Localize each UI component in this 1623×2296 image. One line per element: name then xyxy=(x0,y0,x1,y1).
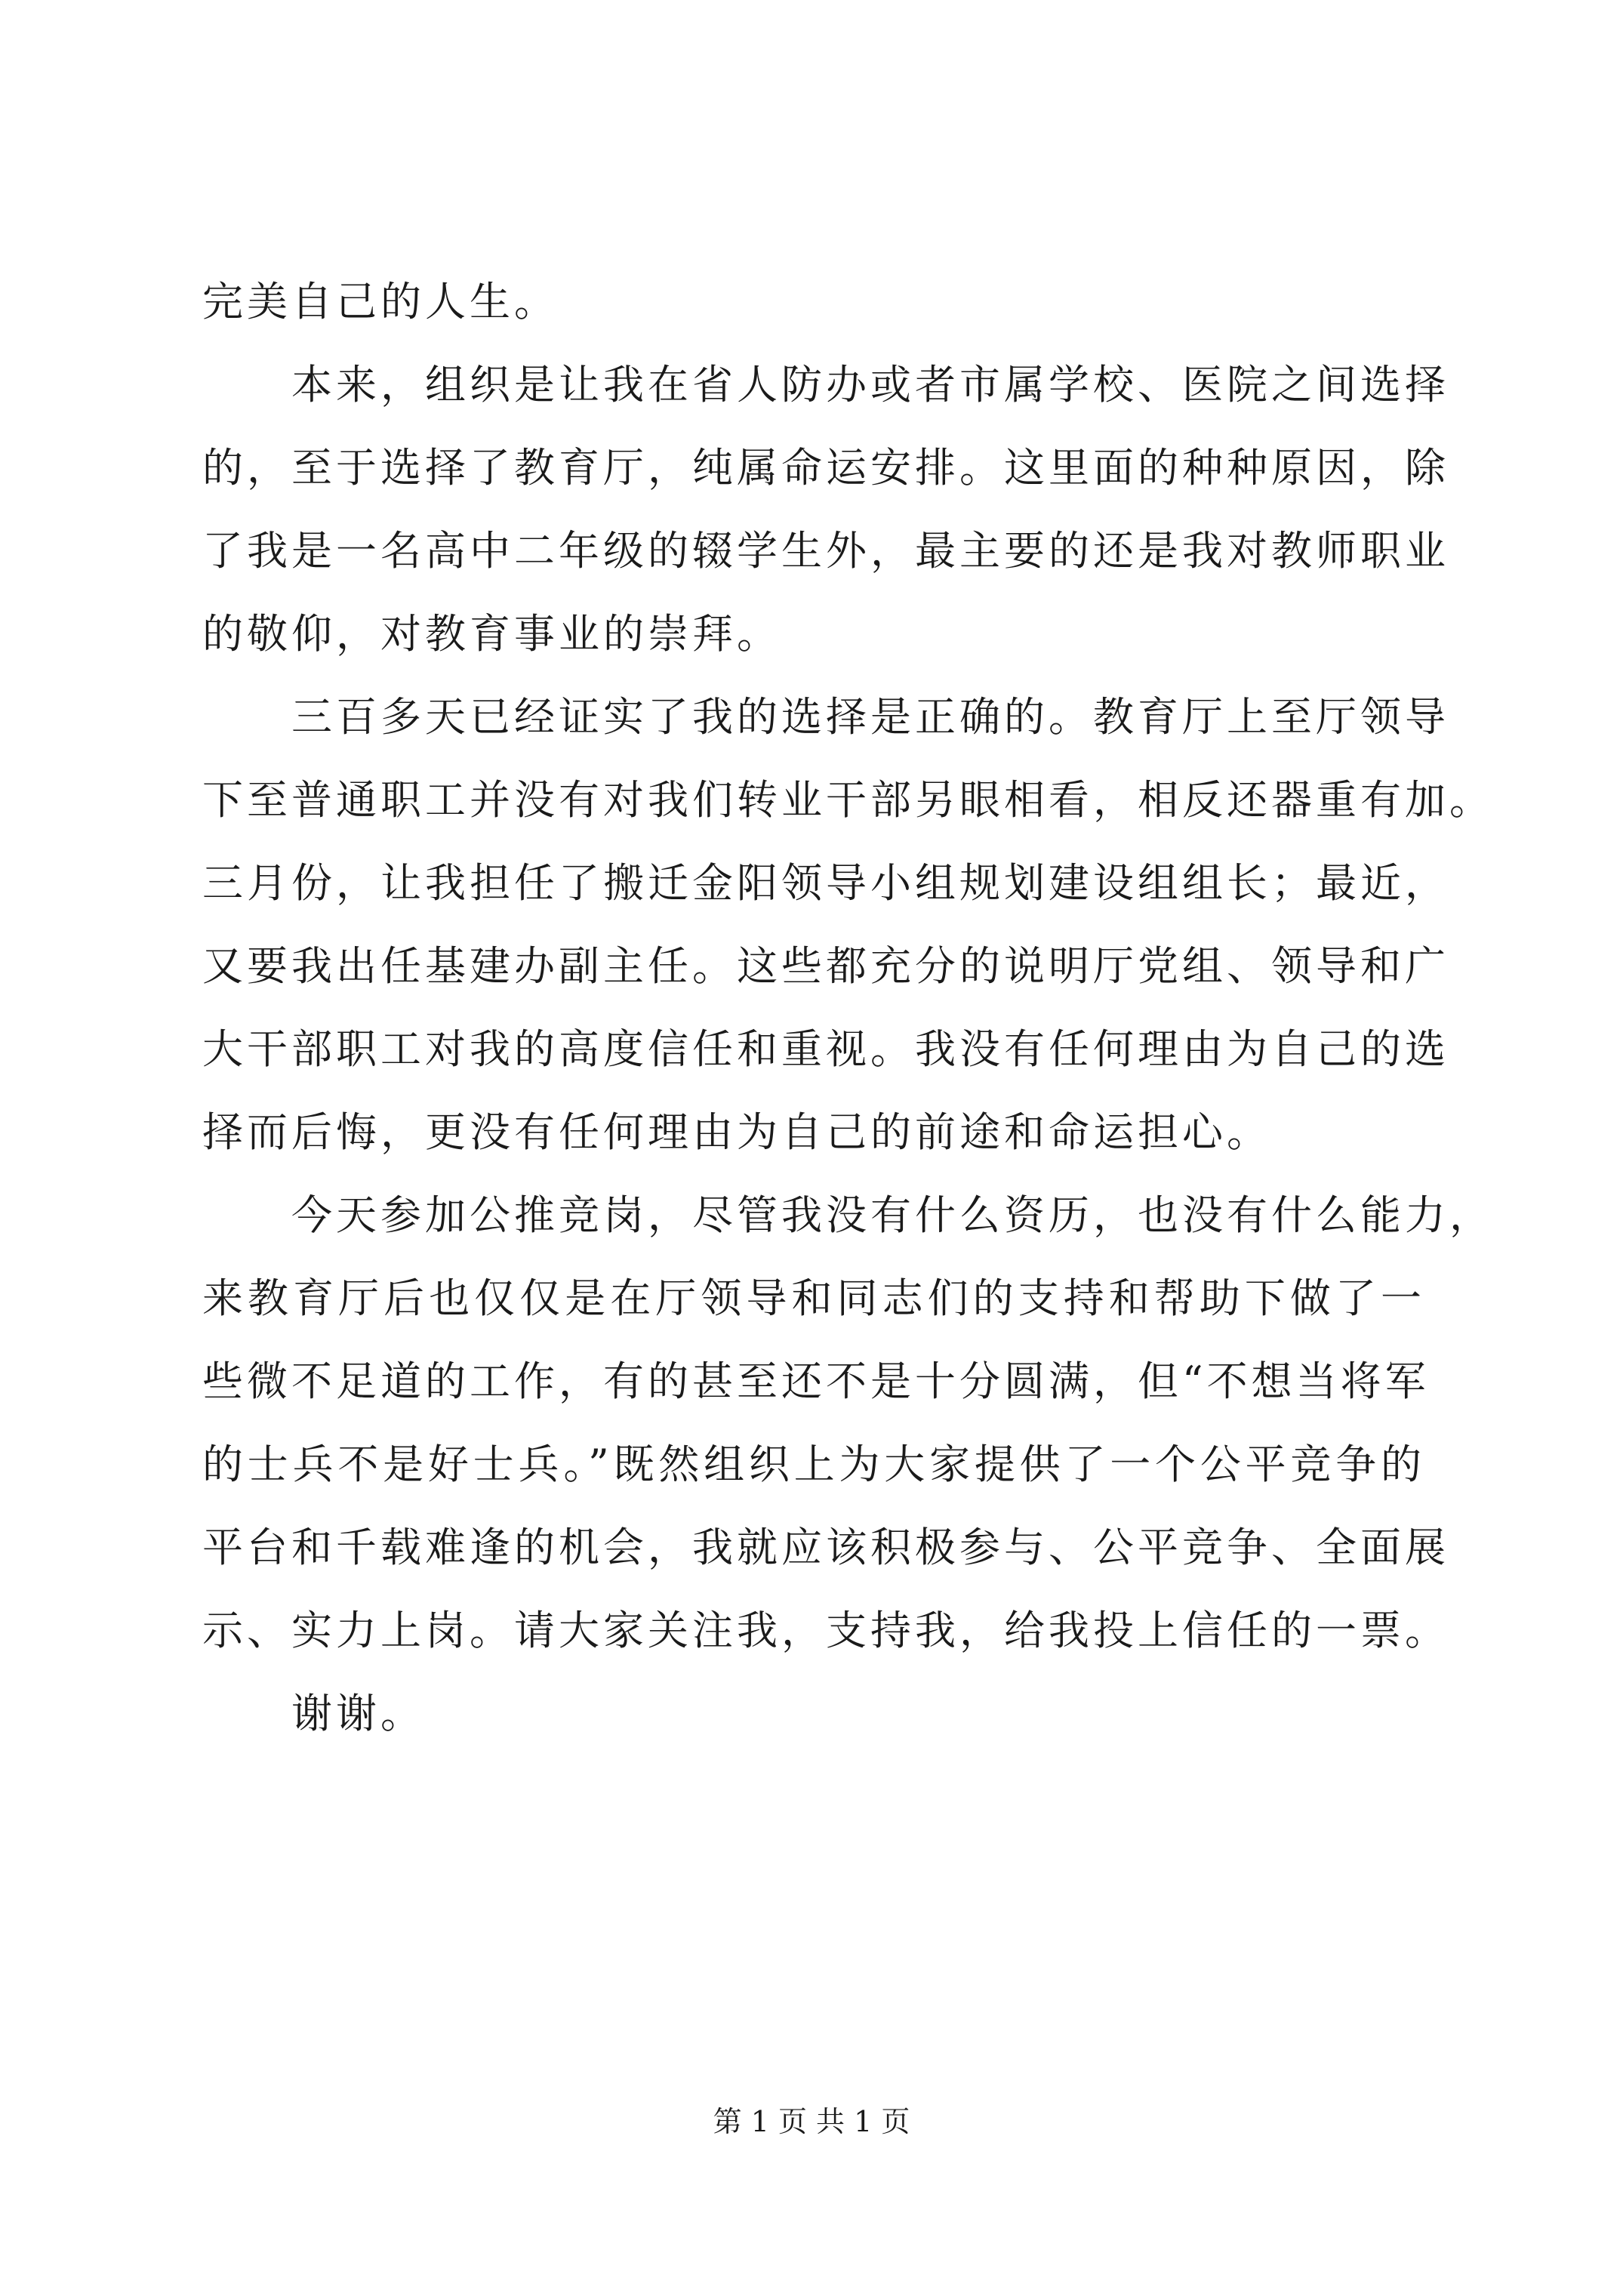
paragraph-line: 的士兵不是好士兵。”既然组织上为大家提供了一个公平竞争的 xyxy=(202,1441,1425,1488)
paragraph-line: 三百多天已经证实了我的选择是正确的。教育厅上至厅领导 xyxy=(291,693,1449,741)
paragraph-line: 下至普通职工并没有对我们转业干部另眼相看，相反还器重有加。 xyxy=(202,776,1494,824)
paragraph-line: 三月份，让我担任了搬迁金阳领导小组规划建设组组长；最近， xyxy=(202,859,1449,907)
paragraph-line: 来教育厅后也仅仅是在厅领导和同志们的支持和帮助下做了一 xyxy=(202,1274,1425,1322)
paragraph-line: 择而后悔，更没有任何理由为自己的前途和命运担心。 xyxy=(202,1108,1271,1156)
paragraph-line: 今天参加公推竞岗，尽管我没有什么资历，也没有什么能力， xyxy=(291,1191,1494,1239)
page-number-label: 第 1 页 共 1 页 xyxy=(713,2105,910,2138)
body-text xyxy=(202,260,1494,1755)
paragraph-line: 了我是一名高中二年级的辍学生外，最主要的还是我对教师职业 xyxy=(202,527,1449,575)
paragraph-line: 大干部职工对我的高度信任和重视。我没有任何理由为自己的选 xyxy=(202,1025,1449,1073)
paragraph-line: 本来，组织是让我在省人防办或者市属学校、医院之间选择 xyxy=(291,361,1449,408)
page-footer xyxy=(0,2103,1623,2140)
paragraph-line: 又要我出任基建办副主任。这些都充分的说明厅党组、领导和广 xyxy=(202,942,1449,990)
paragraph-line: 的，至于选择了教育厅，纯属命运安排。这里面的种种原因，除 xyxy=(202,444,1449,492)
paragraph-line: 平台和千载难逢的机会，我就应该积极参与、公平竞争、全面展 xyxy=(202,1524,1449,1571)
paragraph-line: 完美自己的人生。 xyxy=(202,278,559,325)
paragraph-line: 示、实力上岗。请大家关注我，支持我，给我投上信任的一票。 xyxy=(202,1607,1449,1654)
paragraph-line: 的敬仰，对教育事业的崇拜。 xyxy=(202,610,781,658)
paragraph-line: 谢谢。 xyxy=(291,1690,425,1737)
paragraph-line: 些微不足道的工作，有的甚至还不是十分圆满，但“不想当将军 xyxy=(202,1358,1430,1405)
